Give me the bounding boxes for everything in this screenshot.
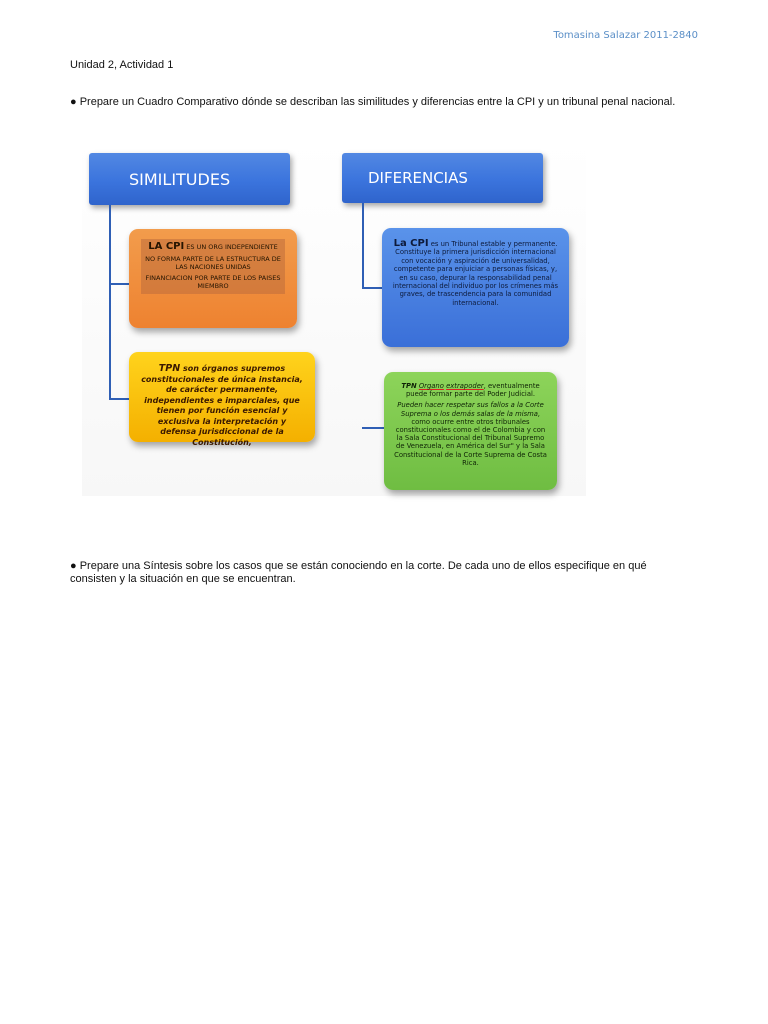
connector-line-similitudes: [109, 205, 111, 399]
diferencias-header: [342, 153, 543, 203]
cpi-line-1: ES UN ORG INDEPENDIENTE: [184, 243, 278, 251]
dif-tpn-text-1: , eventualmente puede formar parte del Poder Judicial.: [405, 382, 540, 399]
dif-tpn-word-1: Organo: [418, 382, 444, 390]
dif-tpn-lead: TPN: [401, 382, 417, 390]
dif-tpn-word-2: extrapoder: [446, 382, 484, 390]
diferencias-title: DIFERENCIAS: [368, 169, 468, 187]
dif-tpn-italic: Pueden hacer respetar sus fallos a la Corte Suprema o los demás salas de la misma,: [397, 401, 544, 418]
comparison-diagram: [82, 140, 586, 496]
cpi-card: [141, 239, 285, 294]
similitudes-header: [89, 153, 290, 205]
tpn-text: son órganos supremos constitucionales de única instancia, de carácter permanente, independientes e imparciales, que tienen por función esencial y exclusiva la interpretación y defensa jurisdiccional de la Constitución,: [141, 364, 303, 447]
tpn-lead: TPN: [158, 363, 181, 374]
diferencias-tpn-box: [384, 372, 557, 490]
connector-branch-cpi-dif: [362, 287, 382, 289]
connector-branch-tpn: [109, 398, 129, 400]
cpi-lead: LA CPI: [148, 241, 185, 252]
dif-cpi-lead: La CPI: [393, 238, 429, 249]
dif-tpn-text-2: como ocurre entre otros tribunales constitucionales como el de Colombia y con la Sala Constitucional del Tribunal Supremo de Venezuela, en América del Sur" y la Sala Constitucional de la Corte Suprema de Costa Rica.: [394, 417, 547, 467]
connector-line-diferencias: [362, 203, 364, 288]
cpi-line-2: NO FORMA PARTE DE LA ESTRUCTURA DE LAS NACIONES UNIDAS: [145, 255, 281, 271]
similitudes-tpn-box: [129, 352, 315, 447]
diferencias-cpi-box: [382, 228, 569, 347]
dif-cpi-text: es un Tribunal estable y permanente. Constituye la primera jurisdicción internacional con vocación y aspiración de universalidad, competente para enjuiciar a personas físicas, y, en su caso, depurar la responsabilidad penal internacional del individuo por los crímenes más graves, de trascendencia para la comunidad internacional.: [392, 240, 559, 307]
cpi-line-3: FINANCIACION POR PARTE DE LOS PAISES MIEMBRO: [145, 274, 281, 290]
unit-title: Unidad 2, Actividad 1: [70, 59, 174, 71]
bullet-instruction-2: ● Prepare una Síntesis sobre los casos que se están conociendo en la corte. De cada uno de ellos especifique en qué consisten y la situación en que se encuentran.: [70, 560, 647, 585]
connector-branch-tpn-dif: [362, 427, 384, 429]
similitudes-title: SIMILITUDES: [129, 169, 231, 189]
connector-branch-cpi: [109, 283, 129, 285]
bullet-instruction-1: ● Prepare un Cuadro Comparativo dónde se describan las similitudes y diferencias entre la CPI y un tribunal penal nacional.: [70, 96, 676, 108]
author-header: Tomasina Salazar 2011-2840: [553, 30, 698, 41]
similitudes-cpi-box: [129, 229, 297, 328]
